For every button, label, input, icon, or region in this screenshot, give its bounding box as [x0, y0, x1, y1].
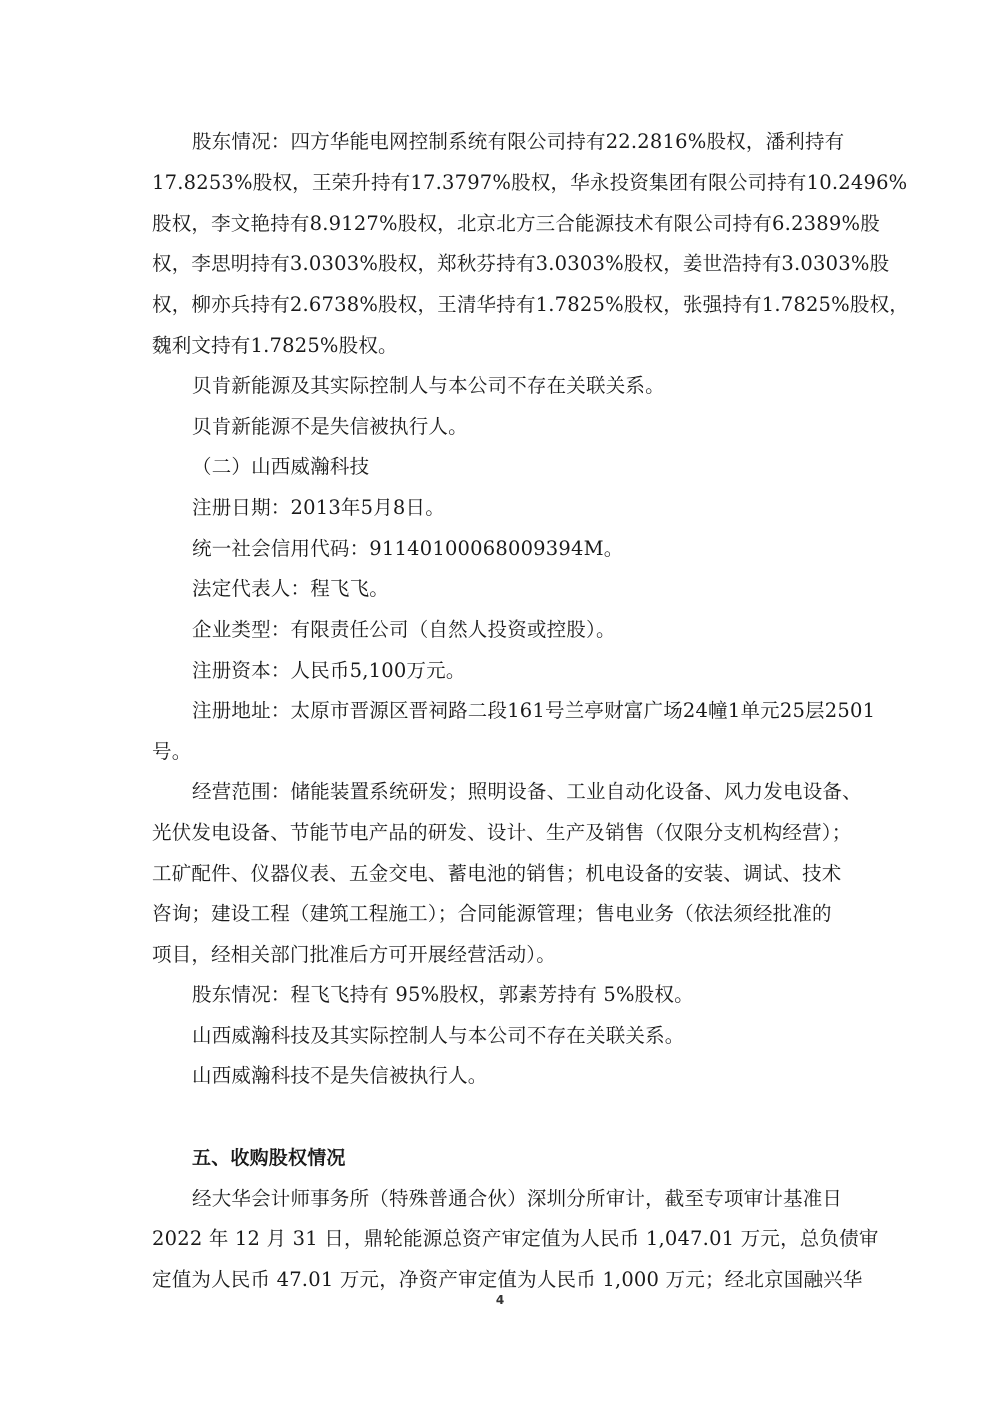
text-line: 经大华会计师事务所（特殊普通合伙）深圳分所审计，截至专项审计基准日: [192, 1187, 843, 1210]
text-line: 2022 年 12 月 31 日，鼎轮能源总资产审定值为人民币 1,047.01 万元，总负债审: [152, 1227, 879, 1250]
text-line: 注册日期：2013年5月8日。: [192, 496, 445, 519]
text-line: 号。: [152, 740, 192, 763]
text-line: 魏利文持有1.7825%股权。: [152, 334, 398, 357]
section-subtitle: （二）山西威瀚科技: [192, 455, 370, 478]
text-line: 统一社会信用代码：91140100068009394M。: [192, 537, 624, 560]
text-line: 注册地址：太原市晋源区晋祠路二段161号兰亭财富广场24幢1单元25层2501: [192, 699, 876, 722]
page-number: 4: [495, 1293, 505, 1307]
text-line: 股东情况：程飞飞持有 95%股权，郭素芳持有 5%股权。: [192, 983, 694, 1006]
section-heading: 五、收购股权情况: [192, 1147, 346, 1169]
text-line: 咨询；建设工程（建筑工程施工）；合同能源管理；售电业务（依法须经批准的: [152, 902, 832, 925]
text-line: 17.8253%股权，王荣升持有17.3797%股权，华永投资集团有限公司持有10.2496%: [152, 171, 908, 194]
text-line: 经营范围：储能装置系统研发；照明设备、工业自动化设备、风力发电设备、: [192, 780, 862, 803]
text-line: 股东情况：四方华能电网控制系统有限公司持有22.2816%股权，潘利持有: [192, 130, 845, 153]
text-line: 光伏发电设备、节能节电产品的研发、设计、生产及销售（仅限分支机构经营）；: [152, 821, 852, 844]
text-line: 权，柳亦兵持有2.6738%股权，王清华持有1.7825%股权，张强持有1.7825%股权，: [152, 293, 909, 316]
text-line: 贝肯新能源及其实际控制人与本公司不存在关联关系。: [192, 374, 665, 397]
text-line: 权，李思明持有3.0303%股权，郑秋芬持有3.0303%股权，姜世浩持有3.0303%股: [152, 252, 890, 275]
text-line: 项目，经相关部门批准后方可开展经营活动）。: [152, 943, 556, 966]
text-line: 贝肯新能源不是失信被执行人。: [192, 415, 468, 438]
text-line: 定值为人民币 47.01 万元，净资产审定值为人民币 1,000 万元；经北京国融兴华: [152, 1268, 863, 1291]
text-line: 注册资本：人民币5,100万元。: [192, 659, 466, 682]
text-line: 工矿配件、仪器仪表、五金交电、蓄电池的销售；机电设备的安装、调试、技术: [152, 862, 842, 885]
text-line: 企业类型：有限责任公司（自然人投资或控股）。: [192, 618, 616, 641]
text-line: 山西威瀚科技及其实际控制人与本公司不存在关联关系。: [192, 1024, 685, 1047]
text-line: 山西威瀚科技不是失信被执行人。: [192, 1064, 488, 1087]
text-line: 法定代表人：程飞飞。: [192, 577, 390, 600]
text-line: 股权，李文艳持有8.9127%股权，北京北方三合能源技术有限公司持有6.2389%股: [152, 212, 880, 235]
